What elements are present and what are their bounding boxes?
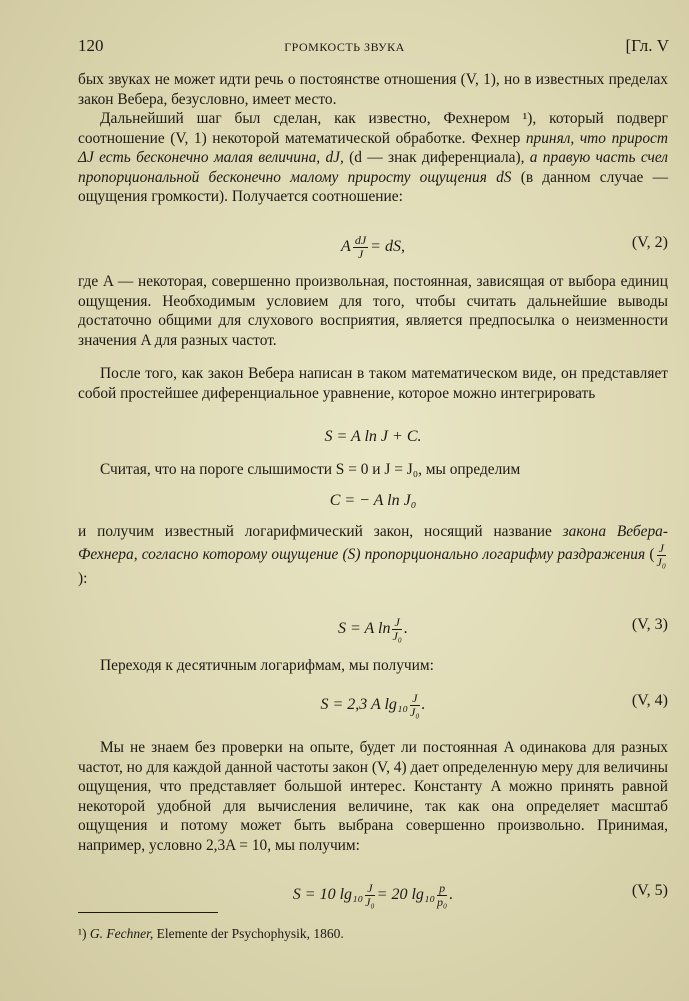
footnote-rule bbox=[78, 912, 218, 913]
fraction bbox=[365, 882, 375, 909]
fraction bbox=[392, 616, 402, 643]
text: : bbox=[83, 569, 88, 587]
paragraph-3: где A — некоторая, совершенно произвольная, постоянная, зависящая от выбора единиц ощущения. Необходимым условием для того, чтобы считать дальнейшие выводы достаточно общими для слухового восприятия, является предпосылка о неизменности значения A для разных частот. bbox=[78, 273, 668, 349]
text: и получим известный логарифмический закон, носящий название bbox=[78, 523, 563, 540]
footnote-work: Elemente der Psychophysik, 1860. bbox=[156, 926, 344, 941]
equation-v2 bbox=[78, 226, 668, 260]
eq-term: S = A ln J + C. bbox=[324, 428, 422, 445]
emphasis: а правую часть счел пропорциональной бесконечно малому приросту ощущения dS bbox=[78, 149, 668, 186]
equation-integral bbox=[78, 420, 668, 454]
text: (в данном случае — ощущения громкости). Получается соотношение: bbox=[78, 168, 668, 206]
text: Дальнейший шаг был сделан, как известно, Фехнером ¹), который подверг соотношение (V, 1) некоторой математической обработке. Фехнер bbox=[78, 110, 668, 147]
paragraph-8: Мы не знаем без проверки на опыте, будет ли постоянная A одинакова для разных частот, но для каждой данной частоты закон (V, 4) дает определенную меру для величины ощущения, что представляет большой интерес. Константу A можно принять равной некоторой удобной для вычисления величине, так как она определяет масштаб ощущения и потому может быть выбрана совершенно произвольно. Принимая, например, условно 2,3A = 10, мы получим: bbox=[78, 739, 668, 854]
eq-term: S = 2,3 A lg₁₀ bbox=[320, 696, 409, 714]
emphasis: закона Вебера-Фехнера, согласно которому ощущение (S) пропорционально логарифму раздражения bbox=[78, 523, 668, 563]
eq-term: S = A ln bbox=[338, 620, 391, 638]
eq-term: C = − A ln J₀ bbox=[329, 492, 417, 509]
eq-term: A bbox=[341, 238, 351, 256]
page-number: 120 bbox=[78, 36, 104, 55]
fraction bbox=[410, 692, 420, 719]
fraction bbox=[437, 882, 447, 909]
equation-v3 bbox=[78, 608, 668, 642]
eq-term: . bbox=[421, 696, 426, 714]
eq-term: S = 10 lg₁₀ bbox=[292, 886, 364, 904]
eq-term: = 20 lg₁₀ bbox=[376, 886, 436, 904]
numerator: J bbox=[657, 542, 667, 556]
denominator: J₀ bbox=[410, 705, 420, 719]
numerator: J bbox=[392, 616, 402, 630]
denominator: J bbox=[357, 247, 364, 261]
denominator: J₀ bbox=[392, 629, 402, 643]
text: (d — знак диференциала), bbox=[343, 149, 530, 167]
numerator: J bbox=[410, 692, 420, 706]
numerator: dJ bbox=[354, 233, 367, 247]
equation-label: (V, 3) bbox=[631, 616, 668, 633]
eq-term: . bbox=[403, 620, 408, 638]
paragraph-1: бых звуках не может идти речь о постоянстве отношения (V, 1), но в известных пределах закон Вебера, безусловно, имеет место. bbox=[78, 71, 668, 108]
paragraph-4: После того, как закон Вебера написан в таком математическом виде, он представляет собой простейшее диференциальное уравнение, которое можно интегрировать bbox=[78, 365, 668, 402]
numerator: J bbox=[365, 882, 375, 896]
chapter-marker: [Гл. V bbox=[625, 36, 669, 55]
numerator: p bbox=[437, 882, 447, 896]
paragraph-2 bbox=[78, 109, 668, 207]
paragraph-5: Считая, что на пороге слышимости S = 0 и J = J₀, мы определим bbox=[100, 461, 521, 478]
fraction bbox=[657, 542, 667, 569]
equation-label: (V, 4) bbox=[631, 692, 668, 709]
eq-term: . bbox=[449, 886, 454, 904]
equation-label: (V, 2) bbox=[631, 234, 668, 251]
paragraph-7: Переходя к десятичным логарифмам, мы получим: bbox=[100, 657, 434, 674]
footnote-author: G. Fechner, bbox=[89, 926, 154, 941]
equation-c bbox=[78, 484, 668, 518]
denominator: p₀ bbox=[437, 895, 448, 909]
eq-term: = dS, bbox=[370, 238, 405, 256]
emphasis: принял, что прирост ΔJ есть бесконечно малая величина, dJ, bbox=[78, 129, 668, 167]
denominator: J₀ bbox=[656, 554, 666, 569]
denominator: J₀ bbox=[365, 895, 375, 909]
running-title: ГРОМКОСТЬ ЗВУКА bbox=[284, 40, 405, 54]
footnote bbox=[78, 926, 344, 942]
fraction bbox=[353, 234, 368, 261]
equation-label: (V, 5) bbox=[631, 882, 668, 899]
footnote-mark: ¹) bbox=[78, 926, 87, 941]
equation-v5 bbox=[78, 874, 668, 908]
paragraph-6: и получим известный логарифмический закон, носящий название закона Вебера-Фехнера, согласно которому ощущение (S) пропорционально логарифму раздражения ( $\frac{J}{\text{J₀}}$ ): bbox=[78, 523, 668, 587]
equation-v4 bbox=[78, 684, 668, 718]
